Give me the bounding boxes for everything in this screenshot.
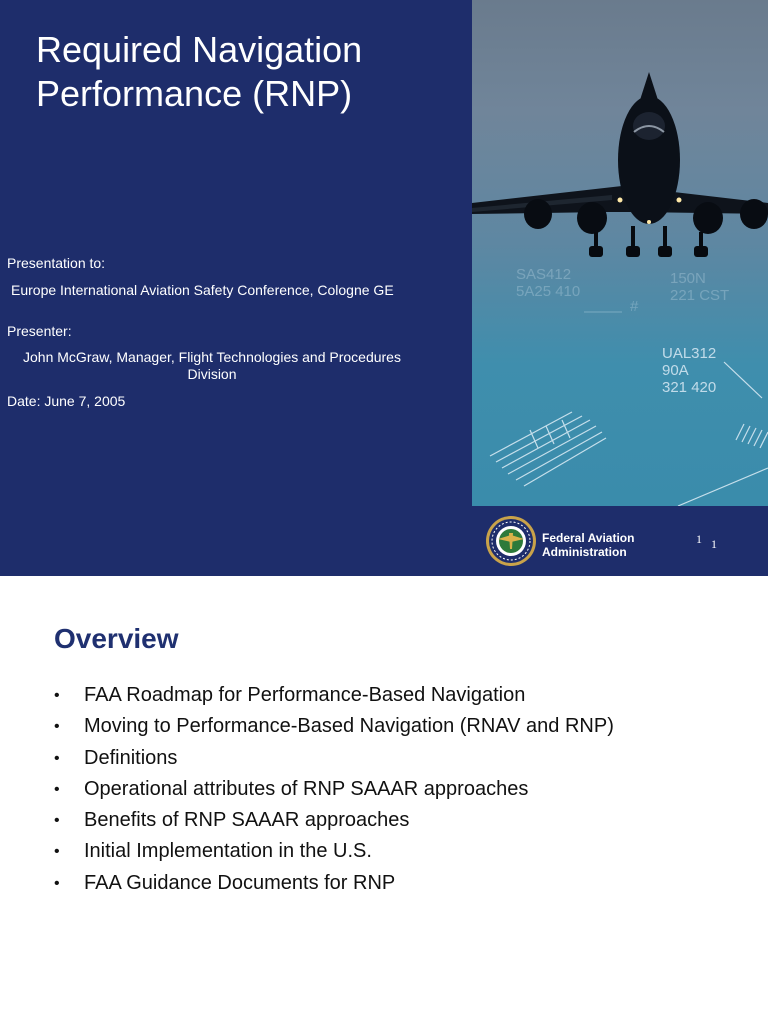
- radar-faint-2-line-1: 150N: [670, 270, 706, 287]
- bullet-item: [54, 680, 614, 711]
- bullet-dot-icon: •: [54, 718, 60, 736]
- slide-number: 1: [696, 532, 702, 546]
- airplane-illustration: [472, 0, 768, 506]
- radar-faint-1-line-1: SAS412: [516, 266, 572, 283]
- slide-title: [36, 28, 456, 116]
- presentation-label: Presentation to:: [7, 255, 106, 271]
- bullet-text: Initial Implementation in the U.S.: [84, 840, 372, 863]
- radar-flight-line-1: UAL312: [662, 345, 717, 362]
- bullet-text: Benefits of RNP SAAAR approaches: [84, 809, 410, 832]
- bullet-item: [54, 743, 614, 774]
- radar-flight-line-3: 321 420: [662, 379, 717, 396]
- slide-number-secondary: 1: [711, 537, 717, 551]
- radar-flight-label: [662, 345, 716, 396]
- radar-label-faint-3: #: [630, 298, 639, 315]
- airplane-photo: [472, 0, 768, 506]
- overview-slide: [0, 576, 768, 1024]
- bullet-item: [54, 774, 614, 805]
- faa-seal-icon: [485, 515, 537, 567]
- bullet-text: Operational attributes of RNP SAAAR approaches: [84, 777, 529, 800]
- slide-title-line-2: Performance (RNP): [36, 73, 353, 114]
- bullet-item: [54, 711, 614, 742]
- agency-name-line-1: Federal Aviation: [542, 531, 635, 545]
- agency-name-line-2: Administration: [542, 545, 627, 559]
- bullet-dot-icon: •: [54, 874, 60, 892]
- radar-label-faint-2: [670, 270, 729, 304]
- bullet-text: Moving to Performance-Based Navigation (RNAV and RNP): [84, 715, 614, 738]
- bullet-item: [54, 868, 614, 899]
- radar-flight-line-2: 90A: [662, 362, 689, 379]
- presenter-line-1: John McGraw, Manager, Flight Technologies and Procedures: [23, 349, 401, 365]
- radar-faint-2-line-2: 221 CST: [670, 287, 730, 304]
- bullet-item: [54, 836, 614, 867]
- slide-title-line-1: Required Navigation: [36, 29, 363, 70]
- agency-name: [542, 531, 634, 559]
- presentation-audience: Europe International Aviation Safety Conference, Cologne GE: [11, 282, 394, 298]
- presenter-line-2: Division: [187, 366, 237, 382]
- bullet-text: FAA Guidance Documents for RNP: [84, 871, 396, 894]
- bullet-dot-icon: •: [54, 687, 60, 704]
- presenter-label: Presenter:: [7, 323, 72, 339]
- bullet-dot-icon: •: [54, 843, 60, 861]
- bullet-dot-icon: •: [54, 780, 60, 798]
- radar-label-faint-1: [516, 266, 580, 300]
- bullet-text: Definitions: [84, 746, 178, 769]
- radar-faint-1-line-2: 5A25 410: [516, 283, 581, 300]
- bullet-dot-icon: •: [54, 749, 60, 767]
- presenter-name: [2, 349, 422, 383]
- presentation-date: Date: June 7, 2005: [7, 393, 126, 409]
- bullet-text: FAA Roadmap for Performance-Based Navigation: [84, 684, 526, 706]
- overview-title: Overview: [54, 623, 179, 654]
- bullet-dot-icon: •: [54, 812, 60, 830]
- bullet-item: [54, 805, 614, 836]
- overview-bullet-list: [54, 680, 614, 899]
